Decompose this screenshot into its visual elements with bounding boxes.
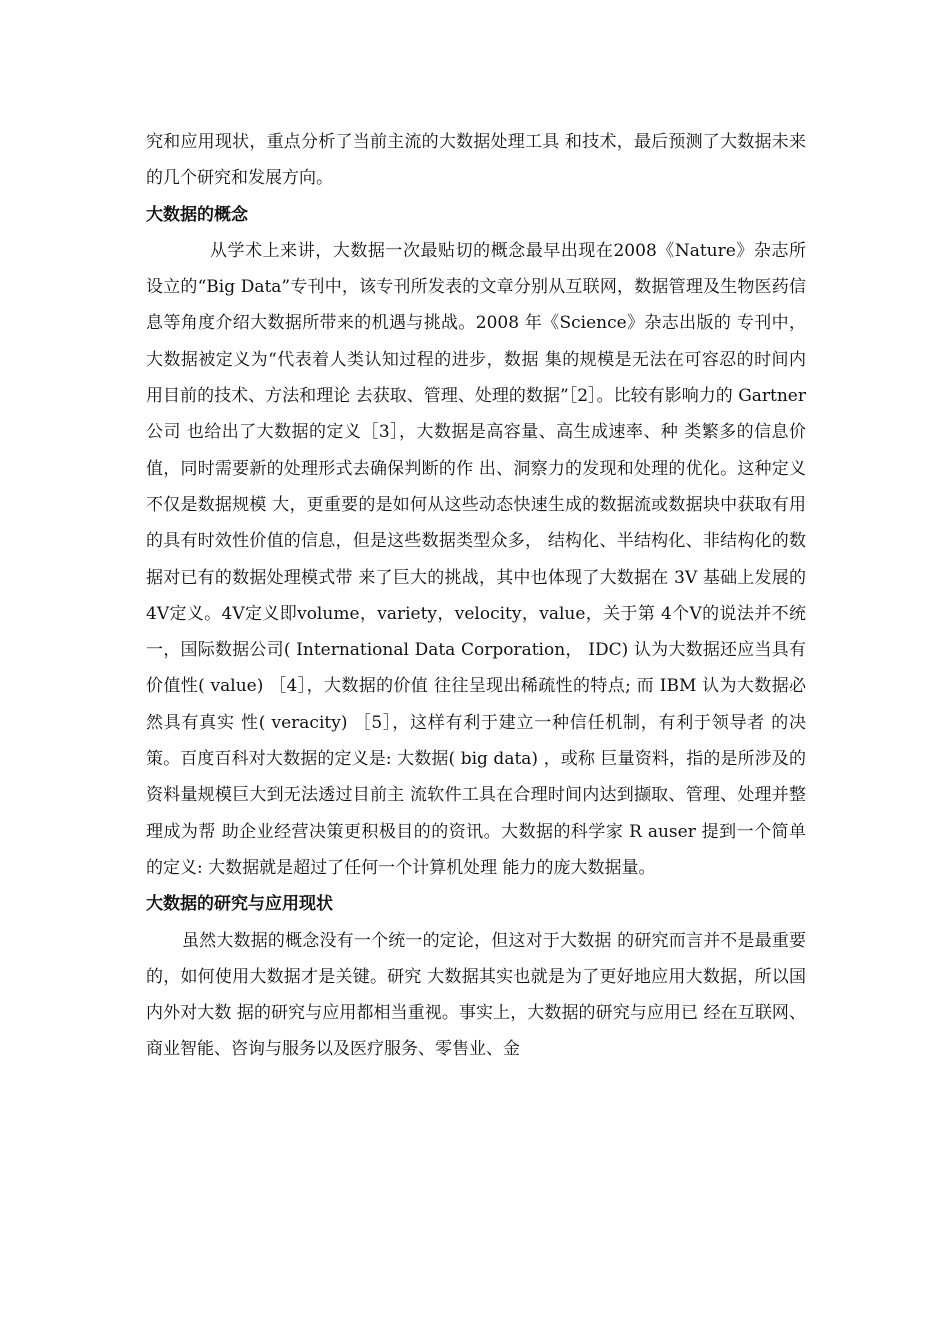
section-heading-concept: 大数据的概念 — [146, 204, 248, 225]
document-page — [146, 124, 806, 1068]
research-status-paragraph: 虽然大数据的概念没有一个统一的定论，但这对于大数据 的研究而言并不是最重要的，如何使用大数据才是关键。研究 大数据其实也就是为了更好地应用大数据，所以国内外对大数 据的研究与应用都相当重视。事实上，大数据的研究与应用已 经在互联网、商业智能、咨询与服务以及医疗服务、零售业、金 — [146, 930, 806, 1060]
concept-paragraph: 从学术上来讲，大数据一次最贴切的概念最早出现在2008《Nature》杂志所设立的“Big Data”专刊中，该专刊所发表的文章分别从互联网，数据管理及生物医药信息等角度介绍大数据所带来的机遇与挑战。2008 年《Science》杂志出版的 专刊中，大数据被定义为“代表着人类认知过程的进步，数据 集的规模是无法在可容忍的时间内用目前的技术、方法和理论 去获取、管理、处理的数据”［2］。比较有影响力的 Gartner 公司 也给出了大数据的定义［3］，大数据是高容量、高生成速率、种 类繁多的信息价值，同时需要新的处理形式去确保判断的作 出、洞察力的发现和处理的优化。这种定义不仅是数据规模 大，更重要的是如何从这些动态快速生成的数据流或数据块中获取有用的具有时效性价值的信息，但是这些数据类型众多， 结构化、半结构化、非结构化的数据对已有的数据处理模式带 来了巨大的挑战，其中也体现了大数据在 3V 基础上发展的4V定义。4V定义即volume，variety，velocity，value，关于第 4个V的说法并不统一，国际数据公司( International Data Corporation， IDC) 认为大数据还应当具有价值性( value) ［4］，大数据的价值 往往呈现出稀疏性的特点; 而 IBM 认为大数据必然具有真实 性( veracity) ［5］，这样有利于建立一种信任机制，有利于领导者 的决策。百度百科对大数据的定义是: 大数据( big data) ，或称 巨量资料，指的是所涉及的资料量规模巨大到无法透过目前主 流软件工具在合理时间内达到撷取、管理、处理并整理成为帮 助企业经营决策更积极目的的资讯。大数据的科学家 R auser 提到一个简单的定义: 大数据就是超过了任何一个计算机处理 能力的庞大数据量。 — [146, 240, 806, 878]
section-heading-research-status: 大数据的研究与应用现状 — [146, 894, 333, 915]
intro-paragraph: 究和应用现状，重点分析了当前主流的大数据处理工具 和技术，最后预测了大数据未来的几个研究和发展方向。 — [146, 132, 806, 189]
